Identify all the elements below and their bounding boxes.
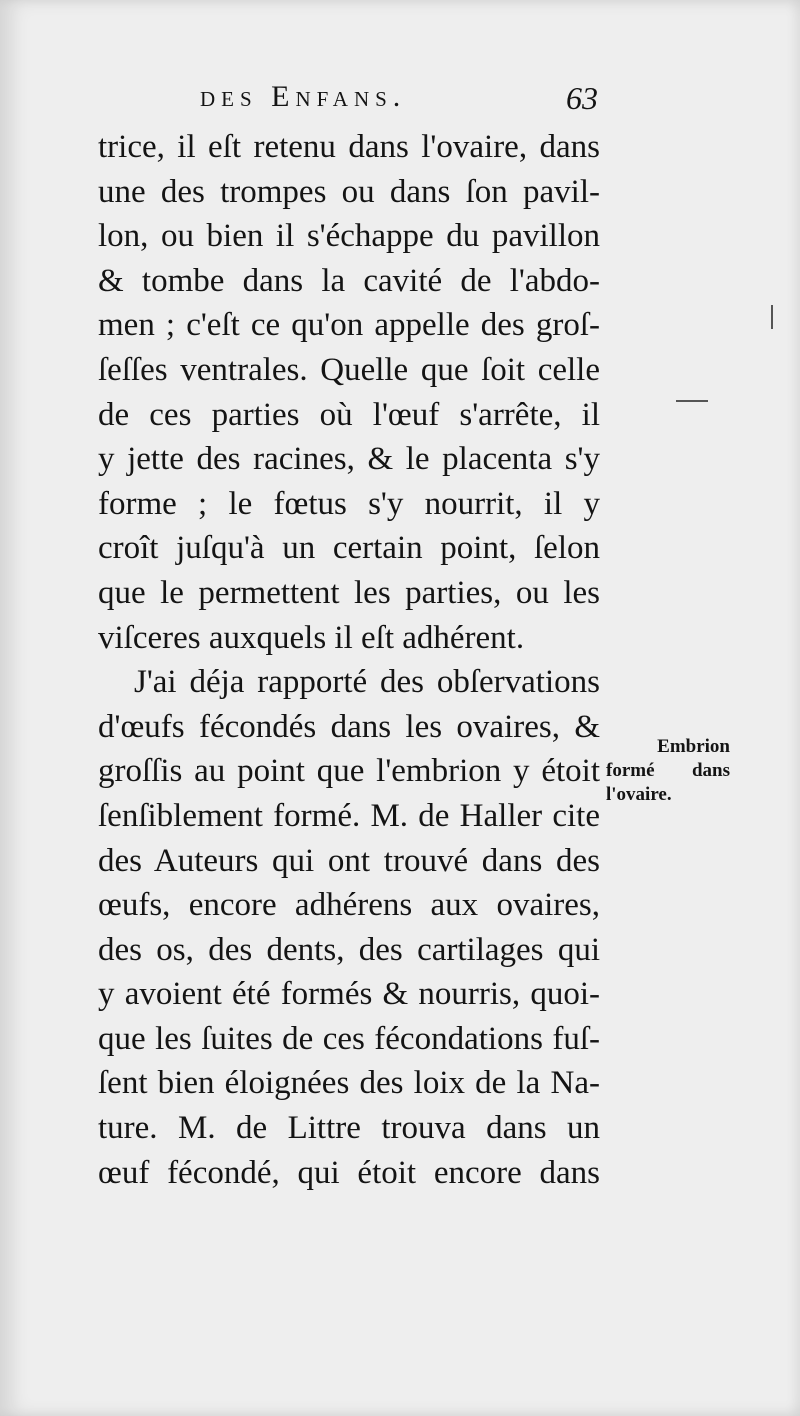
text-line: ture. M. de Littre trouva dans un [98, 1110, 600, 1147]
margin-note-line: Embrion [657, 736, 730, 757]
text-line: croît juſqu'à un certain point, ſelon [98, 530, 600, 567]
text-line: men ; c'eſt ce qu'on appelle des groſ- [98, 307, 600, 344]
text-line: une des trompes ou dans ſon pavil- [98, 173, 600, 210]
text-line: que le permettent les parties, ou les [98, 574, 600, 611]
text-line: des os, des dents, des cartilages qui [98, 931, 600, 968]
page-number: 63 [566, 80, 598, 116]
text-line: ſeſſes ventrales. Quelle que ſoit celle [98, 351, 600, 388]
text-line: des Auteurs qui ont trouvé dans des [98, 842, 600, 879]
text-line: ſenſiblement formé. M. de Haller cite [98, 797, 600, 834]
text-line: œuf fécondé, qui étoit encore dans [98, 1154, 600, 1191]
text-line: ſent bien éloignées des loix de la Na- [98, 1065, 600, 1102]
text-line: forme ; le fœtus s'y nourrit, il y [98, 485, 600, 522]
ink-mark [771, 305, 773, 329]
margin-note [606, 735, 730, 807]
text-line: J'ai déja rapporté des obſervations [134, 664, 600, 701]
text-line: viſceres auxquels il eſt adhérent. [98, 619, 525, 656]
body-text [98, 125, 600, 1195]
text-line: y jette des racines, & le placenta s'y [98, 441, 600, 478]
text-line: que les ſuites de ces fécondations fuſ- [98, 1020, 600, 1057]
running-title: des Enfans. [200, 80, 407, 113]
text-line: y avoient été formés & nourris, quoi- [98, 976, 600, 1013]
margin-note-line: formé dans [606, 760, 730, 781]
text-line: d'œufs fécondés dans les ovaires, & [98, 708, 600, 745]
text-line: de ces parties où l'œuf s'arrête, il [98, 396, 600, 433]
text-line: trice, il eſt retenu dans l'ovaire, dans [98, 129, 600, 165]
margin-note-line: l'ovaire. [606, 784, 672, 805]
text-line: œufs, encore adhérens aux ovaires, [98, 887, 600, 924]
ink-mark [676, 400, 708, 402]
text-line: lon, ou bien il s'échappe du pavillon [98, 218, 600, 255]
text-line: groſſis au point que l'embrion y étoit [98, 753, 600, 790]
text-line: & tombe dans la cavité de l'abdo- [98, 262, 600, 299]
page-header [190, 80, 600, 120]
